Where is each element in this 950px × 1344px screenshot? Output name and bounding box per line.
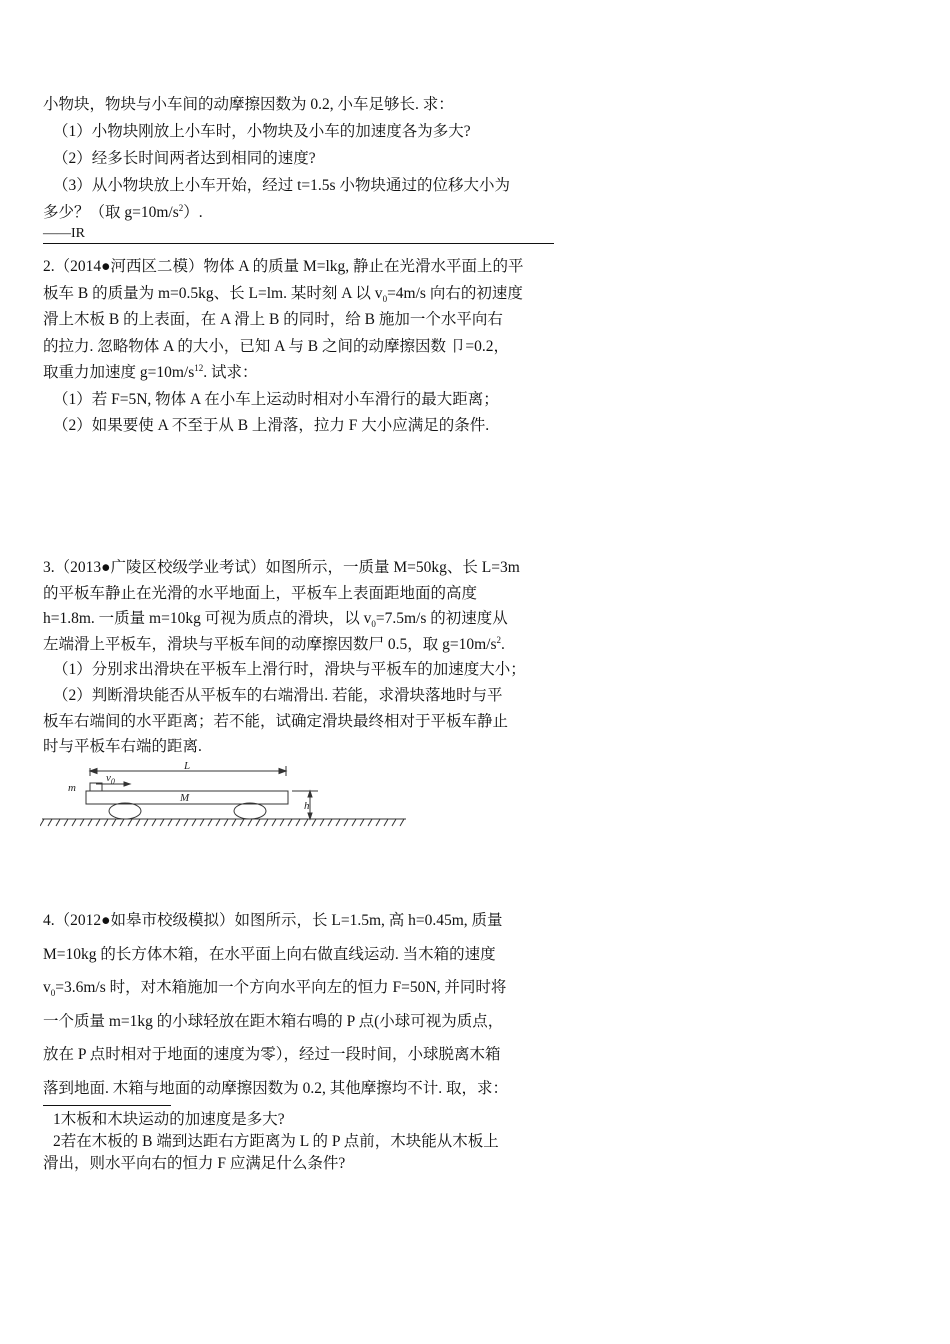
label-h: h bbox=[304, 800, 310, 812]
problem5-question-1: 1木板和木块运动的加速度是多大? bbox=[53, 1111, 285, 1128]
velocity-arrowhead-icon bbox=[124, 782, 130, 786]
problem4-line: 一个质量 m=1kg 的小球轻放在距木箱右鳴的 P 点(小球可视为质点， bbox=[43, 1012, 504, 1030]
height-arrow-down-icon bbox=[308, 813, 312, 819]
arrow-left-icon bbox=[90, 769, 97, 774]
ir-label: ——IR bbox=[43, 226, 85, 241]
arrow-right-icon bbox=[279, 769, 286, 774]
problem3-line: h=1.8m. 一质量 m=10kg 可视为质点的滑块，以 $v_0=7.5m/s$ 的初速度从 bbox=[43, 610, 508, 630]
label-m: m bbox=[68, 782, 76, 794]
wheel-right bbox=[234, 803, 266, 819]
problem2-question-1: （1）若 F=5N, 物体 A 在小车上运动时相对小车滑行的最大距离； bbox=[53, 390, 499, 408]
label-L: L bbox=[184, 760, 191, 772]
wheel-left bbox=[109, 803, 141, 819]
label-M: M bbox=[180, 792, 190, 804]
problem5-question-2-cont: 滑出，则水平向右的恒力 F 应满足什么条件? bbox=[43, 1155, 346, 1172]
problem5-question-2: 2若在木板的 B 端到达距右方距离为 L 的 P 点前，木块能从木板上 bbox=[53, 1133, 499, 1150]
problem4-line: M=10kg 的长方体木箱，在水平面上向右做直线运动. 当木箱的速度 bbox=[43, 945, 496, 963]
problem2-line: 取重力加速度 $g=10m/s^{12}$. 试求： bbox=[43, 362, 258, 381]
problem2-question-2: （2）如果要使 A 不至于从 B 上滑落，拉力 F 大小应满足的条件. bbox=[53, 417, 490, 434]
problem5-questions bbox=[43, 1109, 563, 1175]
problem4-line: $v_0=3.6m/s$ 时，对木箱施加一个方向水平向左的恒力 F=50N, 并同时将 bbox=[43, 979, 507, 999]
footnote-rule bbox=[43, 1105, 171, 1106]
problem3-question-2: （2）判断滑块能否从平板车的右端滑出. 若能，求滑块落地时与平 bbox=[53, 686, 503, 704]
problem2 bbox=[43, 254, 563, 440]
problem1-text: 小物块，物块与小车间的动摩擦因数为 0.2, 小车足够长. 求： bbox=[43, 96, 454, 113]
problem1-question-3: （3）从小物块放上小车开始，经过 t=1.5s 小物块通过的位移大小为 bbox=[53, 177, 510, 194]
problem3-question-1: （1）分别求出滑块在平板车上滑行时，滑块与平板车的加速度大小； bbox=[53, 661, 526, 679]
problem4 bbox=[43, 904, 563, 1106]
problem4-line: 放在 P 点时相对于地面的速度为零），经过一段时间，小球脱离木箱 bbox=[43, 1046, 501, 1064]
separator-rule bbox=[43, 243, 554, 244]
height-arrow-up-icon bbox=[308, 791, 312, 797]
label-v0: $v_0$ bbox=[106, 772, 115, 786]
problem1-question-2: （2）经多长时间两者达到相同的速度? bbox=[53, 150, 316, 167]
problem3-line: 3.（2013●广陵区校级学业考试）如图所示，一质量 M=50kg、长 L=3m bbox=[43, 559, 520, 576]
ground-hatching bbox=[40, 819, 404, 826]
problem3-line: 左端滑上平板车，滑块与平板车间的动摩擦因数尸 0.5，取 $g=10m/s^2$. bbox=[43, 634, 505, 653]
problem3-question-2-cont: 时与平板车右端的距离. bbox=[43, 738, 202, 756]
problem1-question-1: （1）小物块刚放上小车时，小物块及小车的加速度各为多大? bbox=[53, 123, 471, 140]
problem1-continuation bbox=[43, 91, 563, 226]
problem1-question-3-cont: 多少？（取 $g=10m/s^2$）. bbox=[43, 202, 203, 221]
problem4-line: 4.（2012●如皋市校级模拟）如图所示，长 L=1.5m, 高 h=0.45m, 质量 bbox=[43, 912, 503, 929]
problem2-line: 板车 B 的质量为 m=0.5kg、长 L=lm. 某时刻 A 以 $v_0=4m/s$ 向右的初速度 bbox=[43, 284, 523, 304]
problem3-question-2-cont: 板车右端间的水平距离；若不能，试确定滑块最终相对于平板车静止 bbox=[43, 712, 509, 730]
problem2-line: 2.（2014●河西区二模）物体 A 的质量 M=lkg, 静止在光滑水平面上的平 bbox=[43, 258, 524, 275]
problem2-line: 的拉力. 忽略物体 A 的大小，已知 A 与 B 之间的动摩擦因数 卩=0.2， bbox=[43, 337, 510, 355]
cart-figure bbox=[40, 760, 410, 830]
problem3 bbox=[43, 555, 563, 760]
problem2-line: 滑上木板 B 的上表面，在 A 滑上 B 的同时，给 B 施加一个水平向右 bbox=[43, 311, 503, 328]
problem4-line: 落到地面. 木箱与地面的动摩擦因数为 0.2, 其他摩擦均不计. 取，求： bbox=[43, 1079, 509, 1097]
problem3-line: 的平板车静止在光滑的水平地面上，平板车上表面距地面的高度 bbox=[43, 584, 478, 602]
